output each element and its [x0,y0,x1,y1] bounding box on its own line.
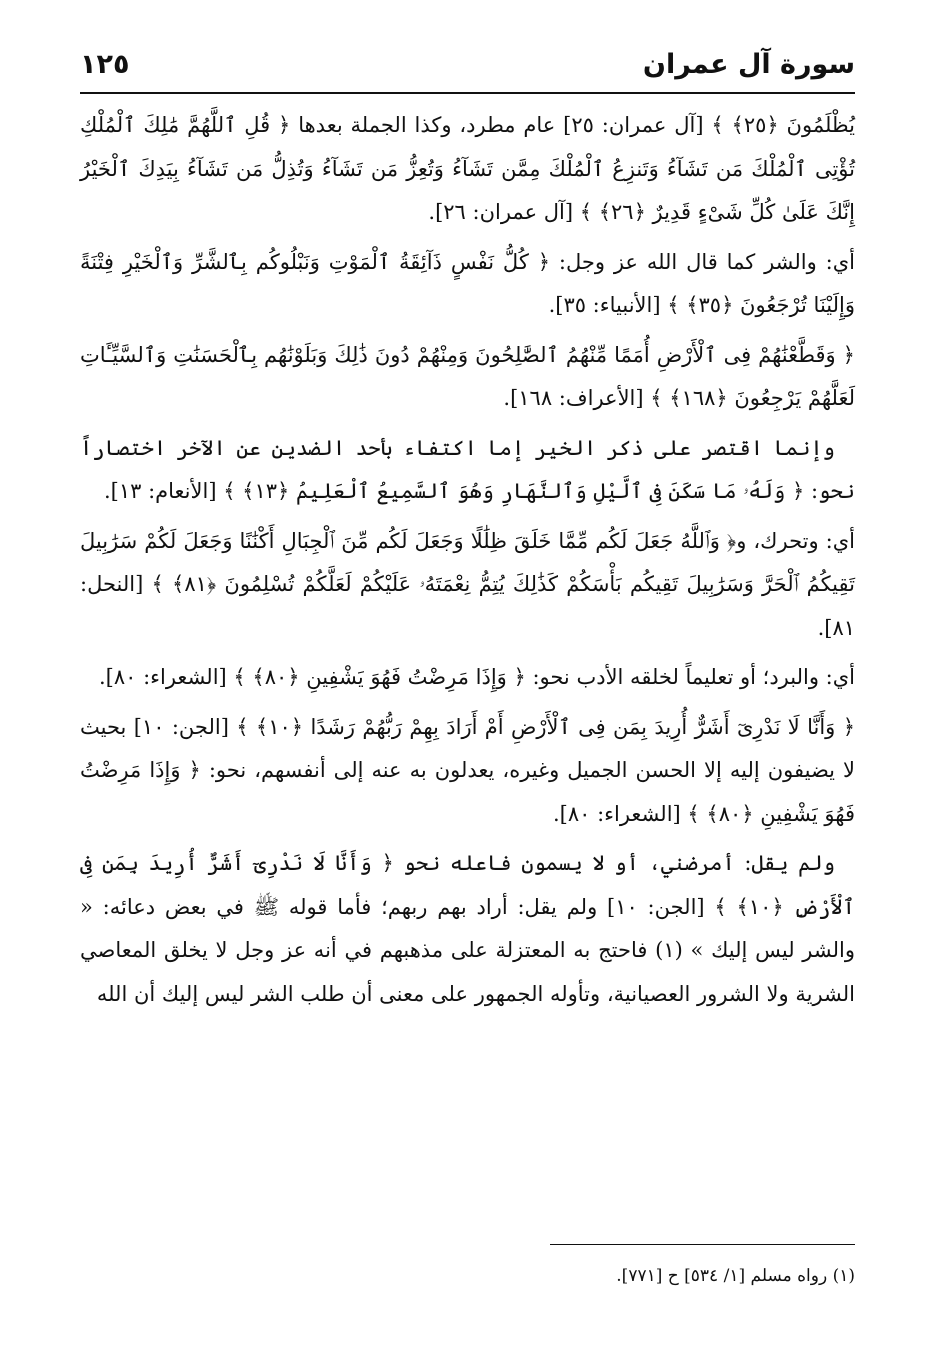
header-divider [80,92,855,94]
paragraph-7: ﴿ وَأَنَّا لَا نَدْرِىٓ أَشَرٌّ أُرِيدَ بِمَن فِى ٱلْأَرْضِ أَمْ أَرَادَ بِهِمْ رَبُّهُمْ رَشَدًا ﴿١٠﴾ ﴾ [الجن: ١٠] بحيث لا يضيفون إليه إلا الحسن الجميل وغيره، يعدلون به عنه إلى أنفسهم، نحو: ﴿ وَإِذَا مَرِضْتُ فَهُوَ يَشْفِينِ ﴿٨٠﴾ ﴾ [الشعراء: ٨٠]. [80,714,855,826]
paragraph-3: ﴿ وَقَطَّعْنَٰهُمْ فِى ٱلْأَرْضِ أُمَمًا مِّنْهُمُ ٱلصَّٰلِحُونَ وَمِنْهُمْ دُونَ ذَٰلِكَ وَبَلَوْنَٰهُم بِٱلْحَسَنَٰتِ وَٱلسَّيِّـَٔاتِ لَعَلَّهُمْ يَرْجِعُونَ ﴿١٦٨﴾ ﴾ [الأعراف: ١٦٨]. [80,342,855,410]
surah-title: سورة آل عمران [642,48,855,80]
paragraph-5: أي: وتحرك، و﴿ وَٱللَّهُ جَعَلَ لَكُم مِّمَّا خَلَقَ ظِلَٰلًا وَجَعَلَ لَكُم مِّنَ ٱلْجِبَالِ أَكْنَٰنًا وَجَعَلَ لَكُمْ سَرَٰبِيلَ تَقِيكُمُ ٱلْحَرَّ وَسَرَٰبِيلَ تَقِيكُم بَأْسَكُمْ كَذَٰلِكَ يُتِمُّ نِعْمَتَهُۥ عَلَيْكُمْ لَعَلَّكُمْ تُسْلِمُونَ ﴿٨١﴾ ﴾ [النحل: ٨١]. [80,528,855,640]
main-text [80,104,855,1022]
paragraph-4: وإنما اقتصر على ذكر الخير إما اكتفاء بأحد الضدين عن الآخر اختصاراً نحو: ﴿ وَلَهُۥ مَا سَكَنَ فِى ٱلَّيْلِ وَٱلنَّهَارِ وَهُوَ ٱلسَّمِيعُ ٱلْعَلِيمُ ﴿١٣﴾ ﴾ [الأنعام: ١٣]. [80,435,855,503]
paragraph-2: أي: والشر كما قال الله عز وجل: ﴿ كُلُّ نَفْسٍ ذَآئِقَةُ ٱلْمَوْتِ وَنَبْلُوكُم بِٱلشَّرِّ وَٱلْخَيْرِ فِتْنَةً وَإِلَيْنَا تُرْجَعُونَ ﴿٣٥﴾ ﴾ [الأنبياء: ٣٥]. [80,249,855,317]
paragraph-1: يُظْلَمُونَ ﴿٢٥﴾ ﴾ [آل عمران: ٢٥] عام مطرد، وكذا الجملة بعدها ﴿ قُلِ ٱللَّهُمَّ مَٰلِكَ ٱلْمُلْكِ تُؤْتِى ٱلْمُلْكَ مَن تَشَآءُ وَتَنزِعُ ٱلْمُلْكَ مِمَّن تَشَآءُ وَتُعِزُّ مَن تَشَآءُ وَتُذِلُّ مَن تَشَآءُ بِيَدِكَ ٱلْخَيْرُ إِنَّكَ عَلَىٰ كُلِّ شَىْءٍ قَدِيرٌ ﴿٢٦﴾ ﴾ [آل عمران: ٢٦]. [80,113,855,224]
footnote-divider [550,1244,855,1245]
footnote: (١) رواه مسلم [١/ ٥٣٤] ح [٧٧١]. [616,1266,855,1286]
paragraph-8: ولم يقل: أمرضني، أو لا يسمون فاعله نحو ﴿ وَأَنَّا لَا نَدْرِىٓ أَشَرٌّ أُرِيدَ بِمَن فِى ٱلْأَرْضِ ﴿١٠﴾ ﴾ [الجن: ١٠] ولم يقل: أراد بهم ربهم؛ فأما قوله ﷺ في بعض دعائه: « والشر ليس إليك » (١) فاحتج به المعتزلة على مذهبهم في أنه عز وجل لا يخلق المعاصي الشرية ولا الشرور العصيانية، وتأوله الجمهور على معنى أن طلب الشر ليس إليك أن الله [80,851,856,1006]
page-number: ١٢٥ [80,48,130,80]
page-header [80,38,855,90]
paragraph-6: أي: والبرد؛ أو تعليماً لخلقه الأدب نحو: ﴿ وَإِذَا مَرِضْتُ فَهُوَ يَشْفِينِ ﴿٨٠﴾ ﴾ [الشعراء: ٨٠]. [98,665,855,689]
